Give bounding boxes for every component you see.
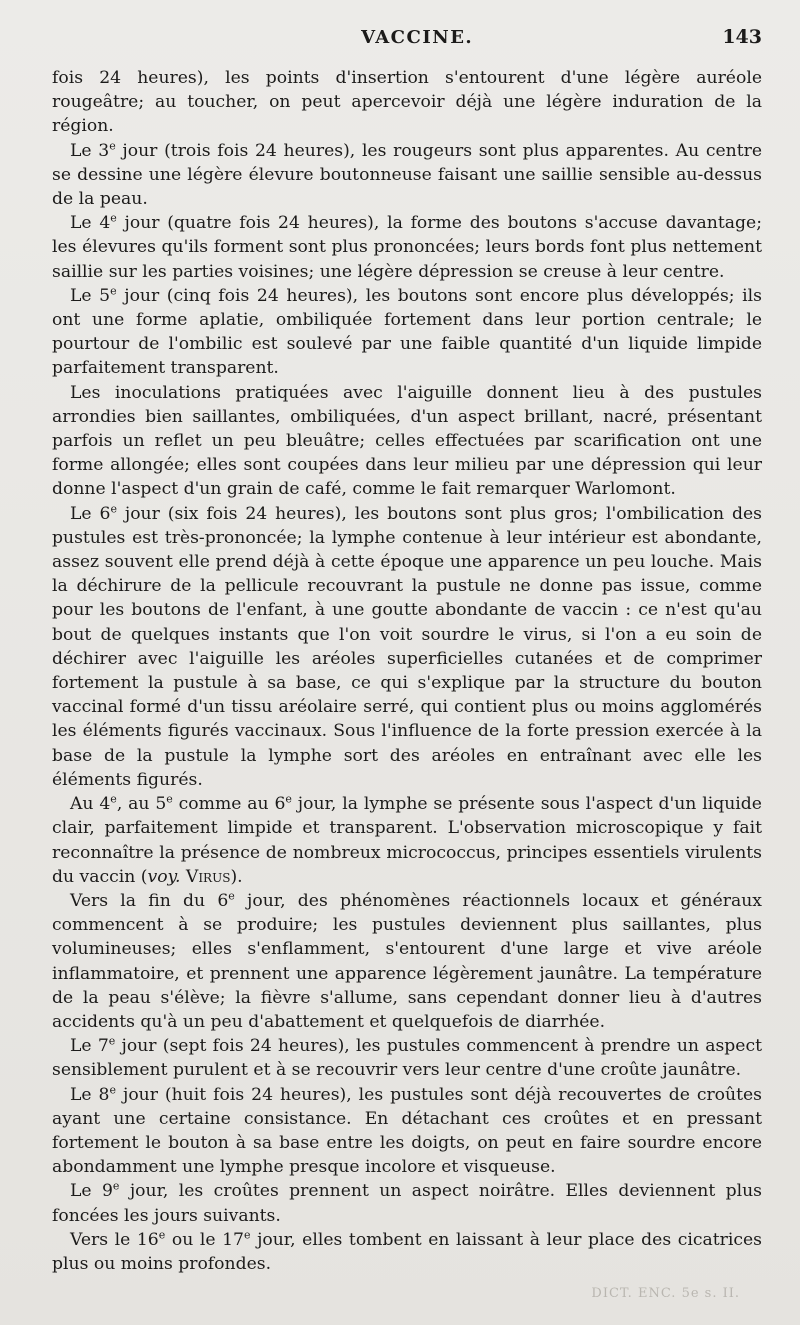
body-text: [52, 66, 762, 1276]
page-header: [52, 26, 762, 62]
paragraph: Vers la fin du 6e jour, des phénomènes réactionnels locaux et généraux commencent à se produire; les pustules deviennent plus saillantes, plus volumineuses; elles s'enflamment, s'entourent d'une large et vive aréole inflammatoire, et prennent une apparence légèrement jaunâtre. La température de la peau s'élève; la fièvre s'allume, sans cependant donner lieu à d'autres accidents qu'à un peu d'abattement et quelquefois de diarrhée.: [52, 889, 762, 1032]
paragraph: Le 7e jour (sept fois 24 heures), les pustules commencent à prendre un aspect sensiblement purulent et à se recouvrir vers leur centre d'une croûte jaunâtre.: [52, 1034, 762, 1081]
paragraph: Le 9e jour, les croûtes prennent un aspect noirâtre. Elles deviennent plus foncées les jours suivants.: [52, 1179, 763, 1226]
paragraph: Le 3e jour (trois fois 24 heures), les rougeurs sont plus apparentes. Au centre se dessine une légère élevure boutonneuse faisant une saillie sensible au-dessus de la peau.: [52, 138, 763, 210]
paragraph: Le 6e jour (six fois 24 heures), les boutons sont plus gros; l'ombilication des pustules est très-prononcée; la lymphe contenue à leur intérieur est abondante, assez souvent elle prend déjà à cette époque une apparence un peu louche. Mais la déchirure de la pellicule recouvrant la pustule ne donne pas issue, comme pour les boutons de l'enfant, à une goutte abondante de vaccin : ce n'est qu'au bout de quelques instants que l'on voit sourdre le virus, si l'on a eu soin de déchirer avec l'aiguille les aréoles superficielles cutanées et de comprimer fortement la pustule à sa base, ce qui s'explique par la structure du bouton vaccinal formé d'un tissu aréolaire serré, qui contient plus ou moins agglomérés les éléments figurés vaccinaux. Sous l'influence de la forte pression exercée à la base de la pustule la lymphe sort des aréoles en entraînant avec elle les éléments figurés.: [52, 501, 762, 790]
paragraph: Le 8e jour (huit fois 24 heures), les pustules sont déjà recouvertes de croûtes ayant une certaine consistance. En détachant ces croûtes et en pressant fortement le bouton à sa base entre les doigts, on peut en faire sourdre encore abondamment une lymphe presque incolore et visqueuse.: [52, 1082, 763, 1178]
paragraph: Le 5e jour (cinq fois 24 heures), les boutons sont encore plus développés; ils ont une forme aplatie, ombiliquée fortement dans leur portion centrale; le pourtour de l'ombilic est soulevé par une faible quantité d'un liquide limpide parfaitement transparent.: [52, 284, 762, 379]
running-title: VACCINE.: [361, 27, 474, 48]
paragraph: Les inoculations pratiquées avec l'aiguille donnent lieu à des pustules arrondies bien saillantes, ombiliquées, d'un aspect brillant, nacré, présentant parfois un reflet un peu bleuâtre; celles effectuées par scarification ont une forme allongée; elles sont coupées dans leur milieu par une dépression qui leur donne l'aspect d'un grain de café, comme le fait remarquer Warlomont.: [52, 382, 762, 500]
paragraph: Vers le 16e ou le 17e jour, elles tombent en laissant à leur place des cicatrices plus ou moins profondes.: [52, 1228, 762, 1274]
bleed-through-text: DICT. ENC. 5e s. II.: [591, 1286, 740, 1301]
paragraph: Au 4e, au 5e comme au 6e jour, la lymphe se présente sous l'aspect d'un liquide clair, parfaitement limpide et transparent. L'observation microscopique y fait reconnaître la présence de nombreux micrococcus, principes essentiels virulents du vaccin (voy. Virus).: [52, 792, 762, 887]
page-number: 143: [722, 26, 762, 48]
paragraph: fois 24 heures), les points d'insertion s'entourent d'une légère auréole rougeâtre; au toucher, on peut apercevoir déjà une légère induration de la région.: [52, 68, 762, 137]
paragraph: Le 4e jour (quatre fois 24 heures), la forme des boutons s'accuse davantage; les élevures qu'ils forment sont plus prononcées; leurs bords font plus nettement saillie sur les parties voisines; une légère dépression se creuse à leur centre.: [52, 211, 762, 282]
